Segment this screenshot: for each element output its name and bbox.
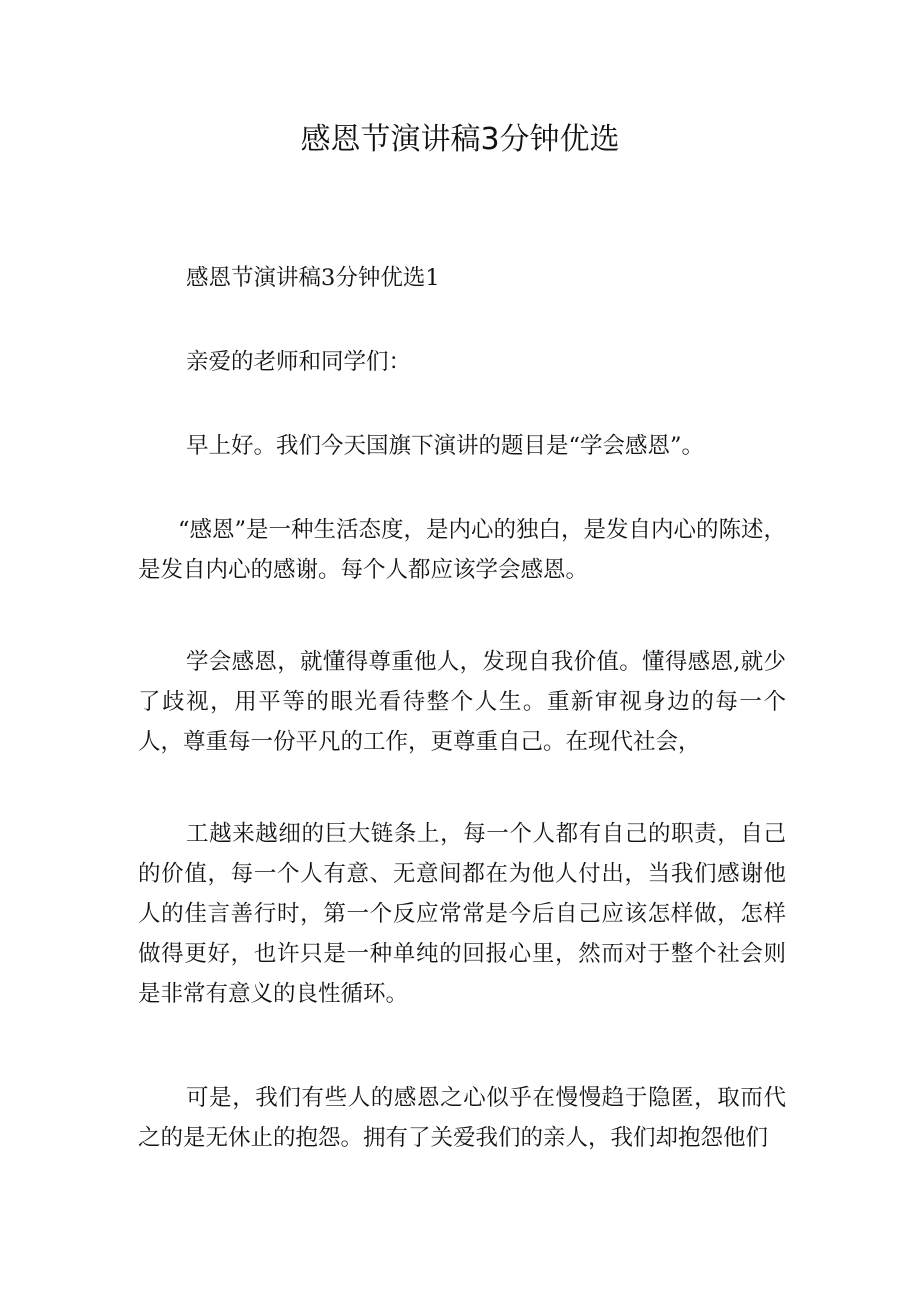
body-paragraph: 可是，我们有些人的感恩之心似乎在慢慢趋于隐匿，取而代之的是无休止的抱怨。拥有了关爱我们的亲人，我们却抱怨他们 — [138, 1085, 786, 1151]
body-paragraph: 学会感恩，就懂得尊重他人，发现自我价值。懂得感恩,就少了歧视，用平等的眼光看待整个人生。重新审视身边的每一个人，尊重每一份平凡的工作，更尊重自己。在现代社会， — [138, 649, 786, 755]
section-heading: 感恩节演讲稿3分钟优选1 — [186, 265, 440, 291]
document-title: 感恩节演讲稿3分钟优选 — [300, 122, 620, 157]
body-paragraph: “感恩”是一种生活态度，是内心的独白，是发自内心的陈述，是发自内心的感谢。每个人都应该学会感恩。 — [138, 517, 787, 583]
opening-paragraph: 早上好。我们今天国旗下演讲的题目是“学会感恩”。 — [186, 433, 705, 459]
greeting-paragraph: 亲爱的老师和同学们： — [186, 349, 412, 375]
body-paragraph: 工越来越细的巨大链条上，每一个人都有自己的职责，自己的价值，每一个人有意、无意间都在为他人付出，当我们感谢他人的佳言善行时，第一个反应常常是今后自己应该怎样做，怎样做得更好，也许只是一种单纯的回报心里，然而对于整个社会则是非常有意义的良性循环。 — [138, 821, 786, 1007]
